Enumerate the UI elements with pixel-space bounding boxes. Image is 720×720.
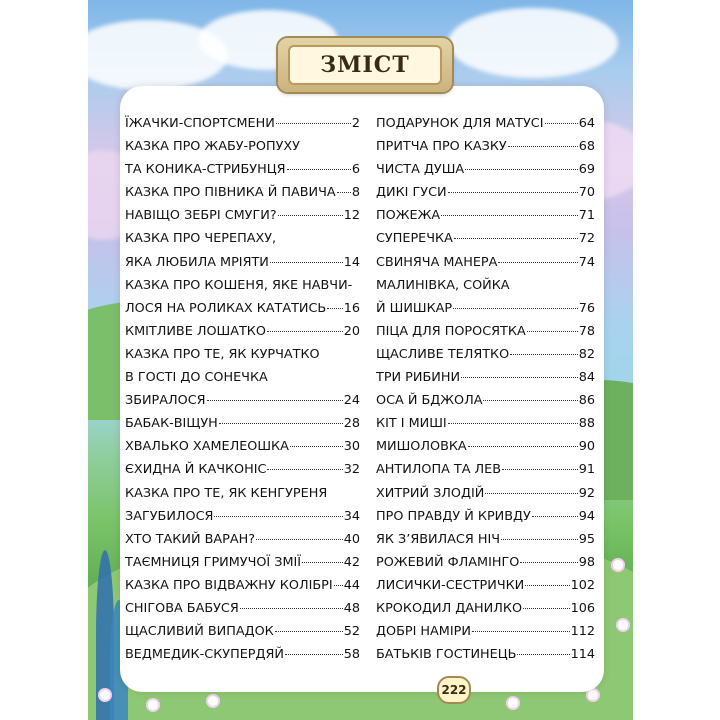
toc-entry-title: ВЕДМЕДИК-СКУПЕРДЯЙ	[125, 647, 284, 663]
toc-entry-page: 78	[578, 323, 595, 339]
toc-dot-leader	[517, 654, 569, 655]
toc-entry-title: Й ШИШКАР	[376, 300, 453, 316]
toc-dot-leader	[498, 262, 577, 263]
toc-entry	[125, 181, 360, 204]
cloud-illustration	[448, 8, 618, 78]
toc-dot-leader	[520, 562, 577, 563]
toc-entry-page: 114	[570, 647, 595, 663]
toc-entry-title: ТА КОНИКА-СТРИБУНЦЯ	[125, 162, 286, 178]
toc-entry	[125, 389, 360, 412]
toc-entry-title: БАТЬКІВ ГОСТИНЕЦЬ	[376, 647, 517, 663]
toc-entry-title: КАЗКА ПРО ВІДВАЖНУ КОЛІБРІ	[125, 577, 333, 593]
toc-entry-page: 6	[351, 162, 360, 178]
toc-entry-title: ПРИТЧА ПРО КАЗКУ	[376, 139, 507, 155]
toc-dot-leader	[337, 192, 351, 193]
toc-entry	[125, 158, 360, 181]
flower-illustration	[148, 700, 158, 710]
toc-entry	[125, 551, 360, 574]
flower-illustration	[613, 560, 623, 570]
toc-dot-leader	[267, 469, 342, 470]
toc-entry-title: КАЗКА ПРО КОШЕНЯ, ЯКЕ НАВЧИ-	[125, 277, 353, 293]
toc-dot-leader	[523, 608, 570, 609]
toc-entry	[125, 343, 360, 366]
toc-entry-page: 40	[343, 531, 360, 547]
toc-entry	[125, 435, 360, 458]
toc-entry-title: КАЗКА ПРО ПІВНИКА Й ПАВИЧА	[125, 185, 336, 201]
toc-entry-page: 94	[578, 508, 595, 524]
toc-entry-page: 12	[343, 208, 360, 224]
toc-entry	[125, 135, 360, 158]
toc-entry-page: 95	[578, 531, 595, 547]
toc-entry-page: 70	[578, 185, 595, 201]
toc-entry	[376, 643, 595, 666]
toc-entry	[125, 597, 360, 620]
flower-illustration	[208, 696, 218, 706]
toc-entry	[125, 204, 360, 227]
toc-entry	[376, 366, 595, 389]
toc-dot-leader	[267, 331, 343, 332]
toc-entry-title: НАВІЩО ЗЕБРІ СМУГИ?	[125, 208, 277, 224]
toc-entry-page: 2	[351, 116, 360, 131]
toc-dot-leader	[454, 238, 578, 239]
toc-entry-title: ЛИСИЧКИ-СЕСТРИЧКИ	[376, 577, 525, 593]
toc-entry-title: ЄХИДНА Й КАЧКОНІС	[125, 462, 267, 478]
toc-entry	[125, 251, 360, 274]
toc-entry-page: 74	[578, 254, 595, 270]
toc-entry-page: 68	[578, 139, 595, 155]
toc-dot-leader	[508, 146, 578, 147]
toc-dot-leader	[510, 354, 577, 355]
toc-dot-leader	[207, 400, 343, 401]
toc-entry	[376, 528, 595, 551]
toc-entry	[125, 574, 360, 597]
toc-entry-title: ПІЦА ДЛЯ ПОРОСЯТКА	[376, 323, 526, 339]
toc-entry-page: 44	[343, 577, 360, 593]
toc-entry	[376, 458, 595, 481]
toc-entry-page: 92	[578, 485, 595, 501]
toc-entry-page: 32	[343, 462, 360, 478]
toc-entry-title: ПОДАРУНОК ДЛЯ МАТУСІ	[376, 116, 544, 131]
toc-entry	[376, 620, 595, 643]
toc-entry-title: ДОБРІ НАМІРИ	[376, 624, 471, 640]
toc-dot-leader	[275, 631, 343, 632]
toc-entry	[125, 412, 360, 435]
toc-dot-leader	[256, 539, 343, 540]
toc-entry	[376, 551, 595, 574]
toc-entry	[376, 227, 595, 250]
toc-entry	[376, 412, 595, 435]
toc-entry	[125, 458, 360, 481]
toc-entry-title: ХВАЛЬКО ХАМЕЛЕОШКА	[125, 439, 289, 455]
toc-entry-title: ДИКІ ГУСИ	[376, 185, 447, 201]
toc-dot-leader	[465, 169, 578, 170]
toc-dot-leader	[327, 308, 342, 309]
toc-entry-title: СВИНЯЧА МАНЕРА	[376, 254, 498, 270]
page-number: 222	[437, 676, 471, 704]
toc-entry-title: ЛОСЯ НА РОЛИКАХ КАТАТИСЬ	[125, 300, 327, 316]
toc-entry	[376, 320, 595, 343]
toc-entry-title: СНІГОВА БАБУСЯ	[125, 600, 239, 616]
toc-dot-leader	[472, 631, 570, 632]
toc-entry-title: ЧИСТА ДУША	[376, 162, 465, 178]
toc-dot-leader	[532, 516, 578, 517]
toc-entry	[376, 343, 595, 366]
toc-entry	[125, 320, 360, 343]
toc-entry-title: АНТИЛОПА ТА ЛЕВ	[376, 462, 502, 478]
toc-entry	[376, 597, 595, 620]
toc-entry-title: ХИТРИЙ ЗЛОДІЙ	[376, 485, 485, 501]
title-plaque	[278, 38, 452, 92]
toc-dot-leader	[461, 377, 578, 378]
toc-entry-title: ОСА Й БДЖОЛА	[376, 393, 483, 409]
flower-illustration	[100, 690, 110, 700]
toc-entry	[125, 643, 360, 666]
toc-entry-title: ХТО ТАКИЙ ВАРАН?	[125, 531, 256, 547]
contents-column-right	[376, 112, 595, 666]
toc-entry-title: ЩАСЛИВИЙ ВИПАДОК	[125, 624, 274, 640]
toc-entry	[125, 620, 360, 643]
toc-dot-leader	[240, 608, 343, 609]
toc-dot-leader	[334, 585, 343, 586]
toc-entry-page: 8	[351, 185, 360, 201]
toc-entry-title: КАЗКА ПРО ЧЕРЕПАХУ,	[125, 231, 277, 247]
toc-entry-page: 98	[578, 554, 595, 570]
toc-entry-title: КІТ І МИШІ	[376, 416, 447, 432]
toc-entry-page: 84	[578, 370, 595, 386]
toc-entry	[376, 574, 595, 597]
toc-entry-title: ЯКА ЛЮБИЛА МРІЯТИ	[125, 254, 269, 270]
toc-entry	[125, 297, 360, 320]
toc-entry-title: ПРО ПРАВДУ Й КРИВДУ	[376, 508, 531, 524]
toc-entry-page: 14	[343, 254, 360, 270]
toc-entry	[125, 505, 360, 528]
toc-dot-leader	[527, 331, 578, 332]
toc-entry-page: 71	[578, 208, 595, 224]
toc-entry	[376, 112, 595, 135]
toc-entry-page: 76	[578, 300, 595, 316]
toc-entry-title: ЇЖАЧКИ-СПОРТСМЕНИ	[125, 116, 275, 131]
toc-dot-leader	[468, 446, 578, 447]
toc-entry-page: 82	[578, 346, 595, 362]
toc-entry	[376, 297, 595, 320]
toc-entry-title: ЩАСЛИВЕ ТЕЛЯТКО	[376, 346, 510, 362]
toc-entry-page: 24	[343, 393, 360, 409]
toc-entry-title: РОЖЕВИЙ ФЛАМІНГО	[376, 554, 520, 570]
toc-entry-page: 106	[570, 600, 595, 616]
toc-entry-title: МИШОЛОВКА	[376, 439, 467, 455]
toc-dot-leader	[285, 654, 343, 655]
flower-illustration	[618, 620, 628, 630]
toc-entry-title: ЗАГУБИЛОСЯ	[125, 508, 214, 524]
toc-dot-leader	[483, 400, 577, 401]
toc-entry	[376, 482, 595, 505]
toc-entry-page: 42	[343, 554, 360, 570]
toc-dot-leader	[448, 423, 578, 424]
toc-entry	[125, 482, 360, 505]
toc-entry	[376, 135, 595, 158]
toc-entry-page: 28	[343, 416, 360, 432]
toc-entry-page: 48	[343, 600, 360, 616]
toc-entry	[376, 158, 595, 181]
toc-entry	[125, 528, 360, 551]
toc-entry-page: 30	[343, 439, 360, 455]
toc-entry-title: В ГОСТІ ДО СОНЕЧКА	[125, 370, 268, 386]
toc-dot-leader	[302, 562, 343, 563]
toc-entry-page: 112	[570, 624, 595, 640]
toc-entry	[376, 251, 595, 274]
toc-entry	[376, 181, 595, 204]
toc-entry-page: 64	[578, 116, 595, 131]
toc-entry	[125, 274, 360, 297]
toc-entry-page: 16	[343, 300, 360, 316]
toc-dot-leader	[545, 123, 578, 124]
toc-entry	[376, 389, 595, 412]
toc-entry-title: ПОЖЕЖА	[376, 208, 441, 224]
toc-dot-leader	[287, 169, 351, 170]
page-title: ЗМІСТ	[320, 52, 410, 78]
toc-entry-page: 86	[578, 393, 595, 409]
toc-entry-title: КАЗКА ПРО ЖАБУ-РОПУХУ	[125, 139, 300, 155]
toc-dot-leader	[485, 493, 577, 494]
toc-entry-title: КРОКОДИЛ ДАНИЛКО	[376, 600, 523, 616]
toc-entry-title: СУПЕРЕЧКА	[376, 231, 453, 247]
toc-entry-title: КАЗКА ПРО ТЕ, ЯК КЕНГУРЕНЯ	[125, 485, 328, 501]
toc-entry-page: 72	[578, 231, 595, 247]
toc-entry	[376, 505, 595, 528]
toc-dot-leader	[501, 539, 578, 540]
toc-dot-leader	[441, 215, 578, 216]
toc-entry-title: КМІТЛИВЕ ЛОШАТКО	[125, 323, 266, 339]
toc-dot-leader	[214, 516, 342, 517]
toc-dot-leader	[502, 469, 578, 470]
toc-entry-title: БАБАК-ВІЩУН	[125, 416, 218, 432]
toc-entry-title: ТРИ РИБИНИ	[376, 370, 461, 386]
toc-entry-title: МАЛИНІВКА, СОЙКА	[376, 277, 510, 293]
toc-entry-page: 34	[343, 508, 360, 524]
toc-entry-page: 58	[343, 647, 360, 663]
toc-entry-page: 90	[578, 439, 595, 455]
toc-entry-page: 91	[578, 462, 595, 478]
toc-entry	[376, 204, 595, 227]
toc-entry-page: 88	[578, 416, 595, 432]
toc-dot-leader	[290, 446, 343, 447]
flower-illustration	[588, 690, 598, 700]
toc-entry-title: ЯК З’ЯВИЛАСЯ НІЧ	[376, 531, 501, 547]
toc-dot-leader	[276, 123, 351, 124]
toc-dot-leader	[448, 192, 578, 193]
contents-column-left	[125, 112, 360, 666]
toc-dot-leader	[525, 585, 569, 586]
toc-entry	[376, 274, 595, 297]
toc-entry	[125, 366, 360, 389]
toc-entry-title: ЗБИРАЛОСЯ	[125, 393, 206, 409]
title-plaque-inner	[288, 45, 442, 85]
toc-entry-page: 20	[343, 323, 360, 339]
toc-entry	[125, 227, 360, 250]
toc-dot-leader	[270, 262, 343, 263]
toc-entry-page: 69	[578, 162, 595, 178]
flower-illustration	[508, 698, 518, 708]
toc-dot-leader	[278, 215, 343, 216]
toc-dot-leader	[219, 423, 343, 424]
toc-entry-title: ТАЄМНИЦЯ ГРИМУЧОЇ ЗМІЇ	[125, 554, 302, 570]
toc-entry	[376, 435, 595, 458]
toc-entry-page: 102	[570, 577, 595, 593]
toc-entry-page: 52	[343, 624, 360, 640]
toc-entry	[125, 112, 360, 135]
toc-entry-title: КАЗКА ПРО ТЕ, ЯК КУРЧАТКО	[125, 346, 320, 362]
toc-dot-leader	[453, 308, 578, 309]
